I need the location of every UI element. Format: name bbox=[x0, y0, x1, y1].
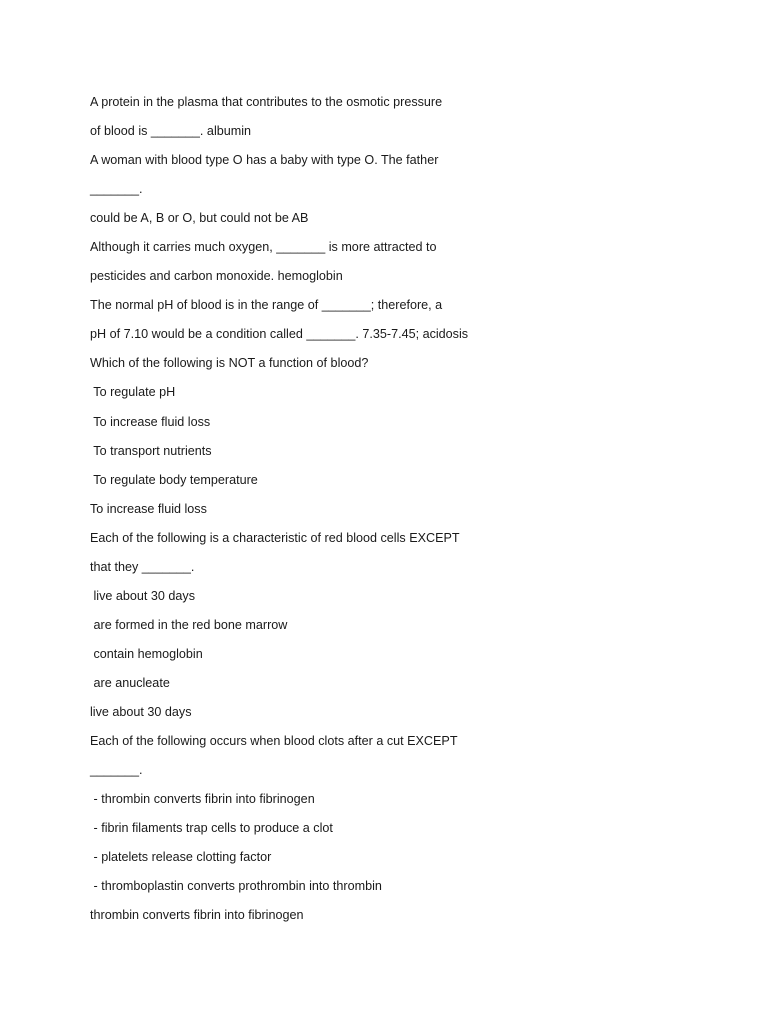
question-2-answer: could be A, B or O, but could not be AB bbox=[90, 211, 309, 226]
question-5-stem: Which of the following is NOT a function of blood? bbox=[90, 356, 369, 371]
question-5-option: To transport nutrients bbox=[90, 443, 212, 458]
question-7-answer: thrombin converts fibrin into fibrinogen bbox=[90, 908, 304, 923]
question-3-line-2: pesticides and carbon monoxide. hemoglobin bbox=[90, 269, 343, 284]
question-6-option: live about 30 days bbox=[90, 588, 196, 603]
question-5-option: To regulate body temperature bbox=[90, 472, 258, 487]
question-5-option: To regulate pH bbox=[90, 385, 176, 400]
question-6-option: are formed in the red bone marrow bbox=[90, 617, 288, 632]
question-4-line-1: The normal pH of blood is in the range of _______; therefore, a bbox=[90, 298, 443, 313]
question-1-line-1: A protein in the plasma that contributes to the osmotic pressure bbox=[90, 95, 443, 109]
question-6-line-2: that they _______. bbox=[90, 559, 195, 574]
question-6-option: contain hemoglobin bbox=[90, 646, 203, 661]
question-7-option: - thromboplastin converts prothrombin into thrombin bbox=[90, 879, 382, 894]
question-7-line-2: _______. bbox=[90, 763, 143, 778]
question-3-line-1: Although it carries much oxygen, _______ is more attracted to bbox=[90, 240, 437, 255]
question-7-option: - platelets release clotting factor bbox=[90, 850, 272, 865]
question-2-line-2: _______. bbox=[90, 182, 143, 197]
document-body bbox=[90, 88, 730, 930]
question-2-line-1: A woman with blood type O has a baby with type O. The father bbox=[90, 153, 439, 168]
question-6-line-1: Each of the following is a characteristic of red blood cells EXCEPT bbox=[90, 530, 460, 545]
question-6-option: are anucleate bbox=[90, 675, 170, 690]
question-7-option: - fibrin filaments trap cells to produce a clot bbox=[90, 821, 333, 836]
question-5-option: To increase fluid loss bbox=[90, 414, 211, 429]
question-7-option: - thrombin converts fibrin into fibrinogen bbox=[90, 792, 315, 807]
question-4-line-2: pH of 7.10 would be a condition called _______. 7.35-7.45; acidosis bbox=[90, 327, 469, 342]
question-7-line-1: Each of the following occurs when blood clots after a cut EXCEPT bbox=[90, 734, 458, 749]
question-6-answer: live about 30 days bbox=[90, 704, 192, 719]
question-1-line-2: of blood is _______. albumin bbox=[90, 124, 252, 139]
question-5-answer: To increase fluid loss bbox=[90, 501, 207, 516]
